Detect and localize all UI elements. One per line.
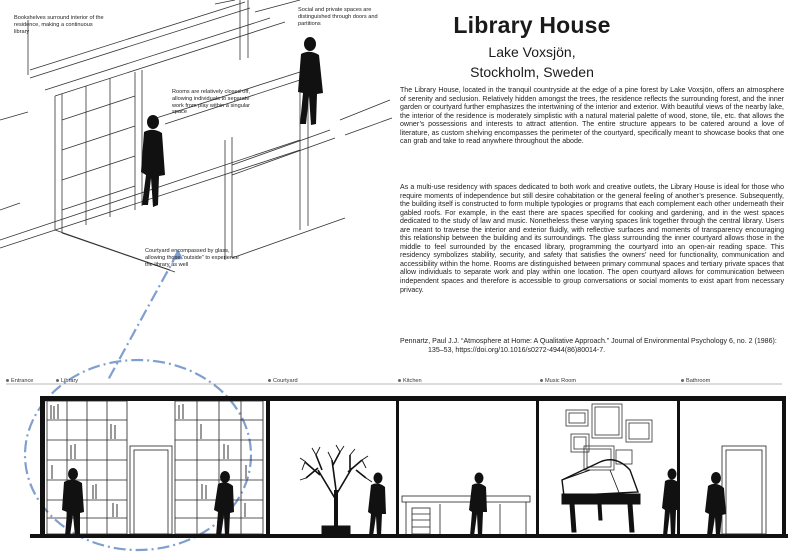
courtyard-tree (300, 445, 372, 534)
courtyard-person (368, 473, 386, 537)
axon-person-1 (141, 115, 165, 207)
room-label-bathroom: Bathroom (681, 378, 710, 384)
marker-dot-icon (540, 379, 543, 382)
marker-dot-icon (398, 379, 401, 382)
room-label-courtyard: Courtyard (268, 378, 298, 384)
axon-person-2 (298, 37, 323, 125)
paragraph-program: As a multi-use residency with spaces dedicated to both work and creative outlets, the Library House is ideal for those who require moments of independence but still desire cohabitation or the general feeling of another’s presence. Subsequently, the building itself is constructed to form multiple typologies or programs that each complement each other underneath their gabled roofs. For example, in the east there are spaces specified for cooking and gardening, and in the west spaces dedicated to the study of law and music. Nonetheless these varying spaces link together through the central library. Users are meant to traverse the interior and exterior fluidly, with reflective surfaces and moments of transparency encouraging this relationship between the building and its surroundings. The glass surrounding the inner courtyard allows those in the middle to feel surrounded by the encased library, programming the courtyard into an open-air reading space. This residency symbolizes stability, security, and safety that satisfies the owners’ need for functionality, communication and accessibility within the home. Rooms are distinguished between primary communal spaces and tertiary private spaces that allow individuals to separate work and play within one location. The open courtyard allows for communication between independent spaces and therefore is accessible to group conversations or social moments to exist apart from necessary privacy. (400, 184, 784, 294)
annotation-social-private: Social and private spaces are distinguished through doors and partitions (298, 7, 378, 27)
music-person (662, 469, 679, 537)
library-person-2 (214, 471, 234, 536)
annotation-courtyard: Courtyard encompassed by glass, allowing those “outside” to experience the library as well (145, 248, 239, 268)
room-label-music-room: Music Room (540, 378, 576, 384)
library-person (62, 468, 84, 536)
annotation-bookshelves: Bookshelves surround interior of the residence, making a continuous library (14, 15, 104, 35)
kitchen-table (402, 496, 530, 534)
page-title: Library House (453, 12, 611, 38)
marker-dot-icon (6, 379, 9, 382)
room-label-library: Library (56, 378, 78, 384)
grand-piano (562, 460, 640, 532)
paragraph-intro: The Library House, located in the tranquil countryside at the edge of a pine forest by Lake Voxsjön, offers an atmosphere of serenity and seclusion. Relatively hidden amongst the trees, the residence reflects the surrounding forest, and the inner garden or courtyard further emphasizes the intertwining of the interior and exterior. With beautiful views of the nearby lake, the interior of the residence is moderately simplistic with a natural material palette of wood, stone, tile, etc. that allows the owner’s possessions and interests to attract attention. The entire structure appears to be catered around a love of literature, as custom shelving encompasses the perimeter of the courtyard, specifically meant to showcase books that one can grab and take to read anywhere throughout the abode. (400, 87, 784, 146)
bathroom-person (705, 472, 726, 536)
citation: Pennartz, Paul J.J. “Atmosphere at Home: A Qualitative Approach.” Journal of Environmental Psychology 6, no. 2 (1986): 135–53, https://doi.org/10.1016/s0272-4944(86)80014-7. (400, 338, 777, 354)
marker-dot-icon (268, 379, 271, 382)
marker-dot-icon (56, 379, 59, 382)
kitchen-person (469, 473, 487, 537)
library-shelf-left (47, 401, 127, 534)
marker-dot-icon (681, 379, 684, 382)
location-line-1: Lake Voxsjön, (488, 44, 576, 60)
location-line-2: Stockholm, Sweden (470, 64, 594, 80)
room-label-entrance: Entrance (6, 378, 33, 384)
axonometric-view (0, 0, 392, 272)
bathroom-door (722, 446, 766, 534)
room-label-kitchen: Kitchen (398, 378, 422, 384)
annotation-rooms: Rooms are relatively closed off, allowing individuals to separate work from play within a singular space (172, 89, 251, 116)
library-door (130, 446, 172, 534)
